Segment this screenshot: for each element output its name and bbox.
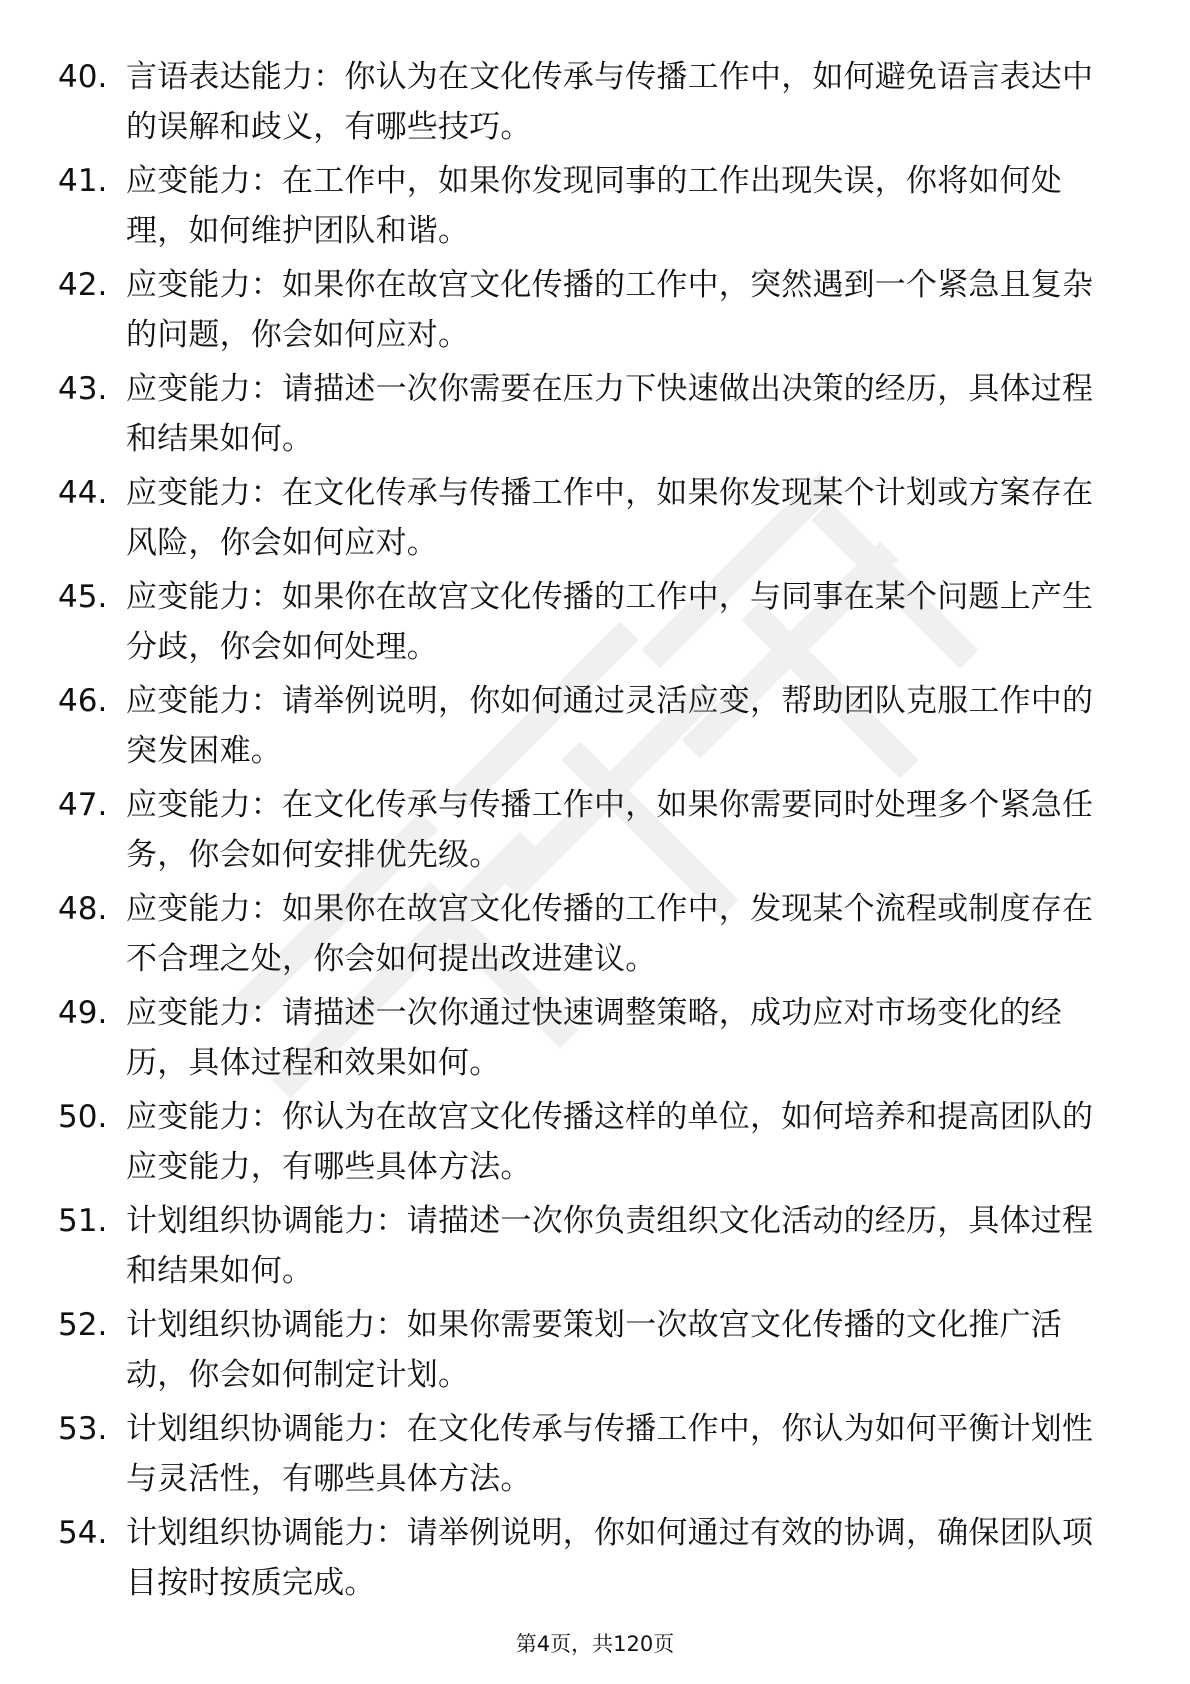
question-item bbox=[58, 884, 1113, 984]
question-item bbox=[58, 1300, 1113, 1400]
question-item bbox=[58, 468, 1113, 568]
question-text: 应变能力：在文化传承与传播工作中，如果你需要同时处理多个紧急任务，你会如何安排优先级。 bbox=[126, 787, 1094, 873]
question-item bbox=[58, 572, 1113, 672]
question-number: 41. bbox=[58, 163, 108, 199]
question-text: 计划组织协调能力：请描述一次你负责组织文化活动的经历，具体过程和结果如何。 bbox=[126, 1203, 1094, 1289]
question-number: 47. bbox=[58, 787, 108, 823]
question-item bbox=[58, 780, 1113, 880]
question-number: 40. bbox=[58, 59, 108, 95]
question-item bbox=[58, 1404, 1113, 1504]
question-number: 54. bbox=[58, 1515, 108, 1551]
question-text: 应变能力：请描述一次你通过快速调整策略，成功应对市场变化的经历，具体过程和效果如何。 bbox=[126, 995, 1062, 1081]
question-item bbox=[58, 1508, 1113, 1608]
question-item bbox=[58, 988, 1113, 1088]
question-text: 应变能力：在工作中，如果你发现同事的工作出现失误，你将如何处理，如何维护团队和谐。 bbox=[126, 163, 1062, 249]
question-text: 计划组织协调能力：在文化传承与传播工作中，你认为如何平衡计划性与灵活性，有哪些具体方法。 bbox=[126, 1411, 1094, 1497]
question-item bbox=[58, 676, 1113, 776]
question-text: 应变能力：在文化传承与传播工作中，如果你发现某个计划或方案存在风险，你会如何应对。 bbox=[126, 475, 1094, 561]
question-text: 应变能力：你认为在故宫文化传播这样的单位，如何培养和提高团队的应变能力，有哪些具体方法。 bbox=[126, 1099, 1094, 1185]
question-number: 46. bbox=[58, 683, 108, 719]
question-text: 应变能力：如果你在故宫文化传播的工作中，突然遇到一个紧急且复杂的问题，你会如何应对。 bbox=[126, 267, 1094, 353]
question-list bbox=[58, 52, 1113, 1612]
question-number: 42. bbox=[58, 267, 108, 303]
question-number: 52. bbox=[58, 1307, 108, 1343]
page-footer: 第4页，共120页 bbox=[515, 1632, 675, 1656]
question-number: 53. bbox=[58, 1411, 108, 1447]
question-number: 51. bbox=[58, 1203, 108, 1239]
question-text: 计划组织协调能力：如果你需要策划一次故宫文化传播的文化推广活动，你会如何制定计划。 bbox=[126, 1307, 1062, 1393]
question-item bbox=[58, 260, 1113, 360]
question-text: 应变能力：如果你在故宫文化传播的工作中，与同事在某个问题上产生分歧，你会如何处理。 bbox=[126, 579, 1094, 665]
question-text: 应变能力：请描述一次你需要在压力下快速做出决策的经历，具体过程和结果如何。 bbox=[126, 371, 1094, 457]
question-text: 言语表达能力：你认为在文化传承与传播工作中，如何避免语言表达中的误解和歧义，有哪些技巧。 bbox=[126, 59, 1094, 145]
question-number: 49. bbox=[58, 995, 108, 1031]
question-item bbox=[58, 156, 1113, 256]
question-text: 计划组织协调能力：请举例说明，你如何通过有效的协调，确保团队项目按时按质完成。 bbox=[126, 1515, 1094, 1601]
question-text: 应变能力：请举例说明，你如何通过灵活应变，帮助团队克服工作中的突发困难。 bbox=[126, 683, 1094, 769]
question-number: 45. bbox=[58, 579, 108, 615]
question-number: 44. bbox=[58, 475, 108, 511]
question-item bbox=[58, 1092, 1113, 1192]
question-number: 48. bbox=[58, 891, 108, 927]
question-number: 50. bbox=[58, 1099, 108, 1135]
question-item bbox=[58, 1196, 1113, 1296]
question-number: 43. bbox=[58, 371, 108, 407]
question-text: 应变能力：如果你在故宫文化传播的工作中，发现某个流程或制度存在不合理之处，你会如何提出改进建议。 bbox=[126, 891, 1094, 977]
question-item bbox=[58, 364, 1113, 464]
question-item bbox=[58, 52, 1113, 152]
